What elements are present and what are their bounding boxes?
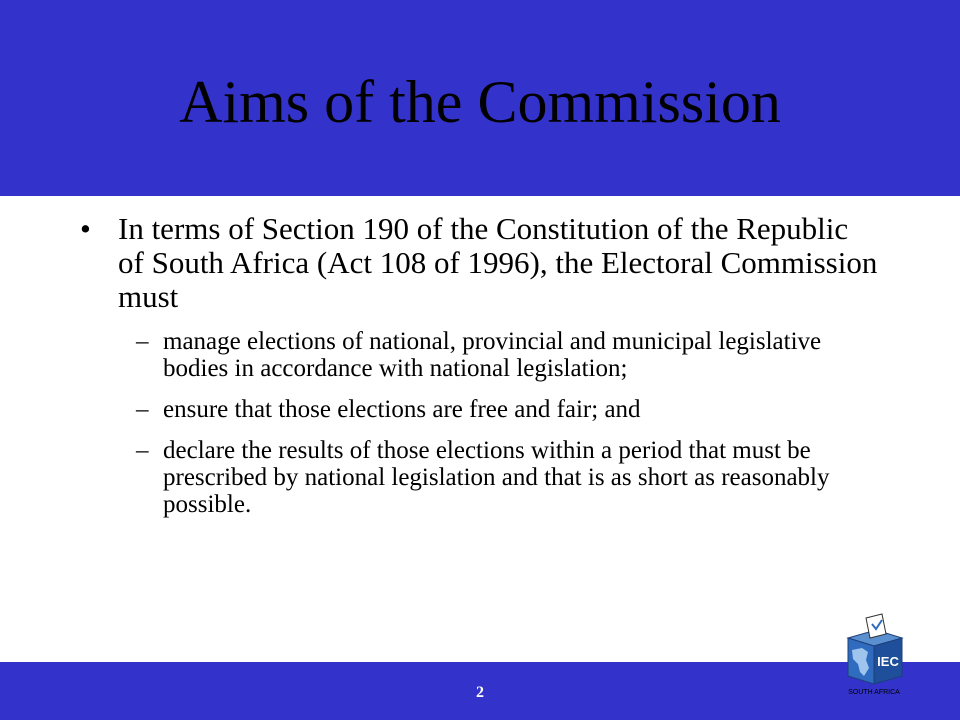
main-bullet [80,212,880,314]
iec-logo [842,612,906,698]
sub-bullet [136,328,880,382]
slide-title: Aims of the Commission [179,69,781,135]
dash-icon: – [136,396,149,423]
dash-icon: – [136,437,149,464]
sub-bullet [136,437,880,518]
sub-bullet-text: ensure that those elections are free and fair; and [163,396,641,423]
main-bullet-text: In terms of Section 190 of the Constitution of the Republic of South Africa (Act 108 of 1996), the Electoral Commission must [118,211,878,314]
slide-body [80,212,880,518]
dash-icon: – [136,328,149,355]
bullet-dot-icon: • [80,211,91,246]
logo-caption: SOUTH AFRICA [848,689,900,696]
sub-bullet [136,396,880,423]
page-number: 2 [476,684,484,701]
logo-text: IEC [877,654,899,669]
sub-bullet-text: manage elections of national, provincial and municipal legislative bodies in accordance with national legislation; [163,328,822,382]
sub-bullet-text: declare the results of those elections within a period that must be prescribed by national legislation and that is as short as reasonably possible. [163,437,830,518]
